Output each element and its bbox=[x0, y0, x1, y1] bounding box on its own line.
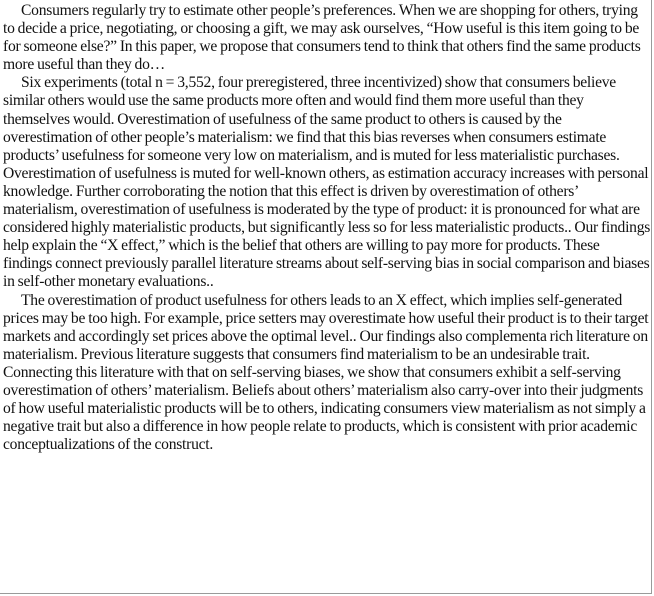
paragraph-implications: The overestimation of product usefulness for others leads to an X effect, which implies self-generated prices may be too high. For example, price setters may overestimate how useful their product is to their target markets and accordingly set prices above the optimal level.. Our findings also complementa rich literature on materialism. Previous literature suggests that consumers find materialism to be an undesirable trait. Connecting this literature with that on self-serving biases, we show that consumers exhibit a self-serving overestimation of others’ materialism. Beliefs about others’ materialism also carry-over into their judgments of how useful materialistic products will be to others, indicating consumers view materialism as not simply a negative trait but also a difference in how people relate to products, which is consistent with prior academic conceptualizations of the construct. bbox=[3, 291, 649, 454]
paragraph-experiments: Six experiments (total n = 3,552, four preregistered, three incentivized) show that consumers believe similar others would use the same products more often and would find them more useful than they themselves would. Overestimation of usefulness of the same product to others is caused by the overestimation of other people’s materialism: we find that this bias reverses when consumers estimate products’ usefulness for someone very low on materialism, and is muted for less materialistic purchases. Overestimation of usefulness is muted for well-known others, as estimation accuracy increases with personal knowledge. Further corroborating the notion that this effect is driven by overestimation of others’ materialism, overestimation of usefulness is moderated by the type of product: it is pronounced for what are considered highly materialistic products, but significantly less so for less materialistic products.. Our findings help explain the “X effect,” which is the belief that others are willing to pay more for products. These findings connect previously parallel literature streams about self-serving bias in social comparison and biases in self-other monetary evaluations.. bbox=[3, 74, 651, 291]
paragraph-intro: Consumers regularly try to estimate other people’s preferences. When we are shopping for others, trying to decide a price, negotiating, or choosing a gift, we may ask ourselves, “How useful is this item going to be for someone else?” In this paper, we propose that consumers tend to think that others find the same products more useful than they do… bbox=[3, 2, 641, 74]
document-body bbox=[3, 2, 651, 454]
